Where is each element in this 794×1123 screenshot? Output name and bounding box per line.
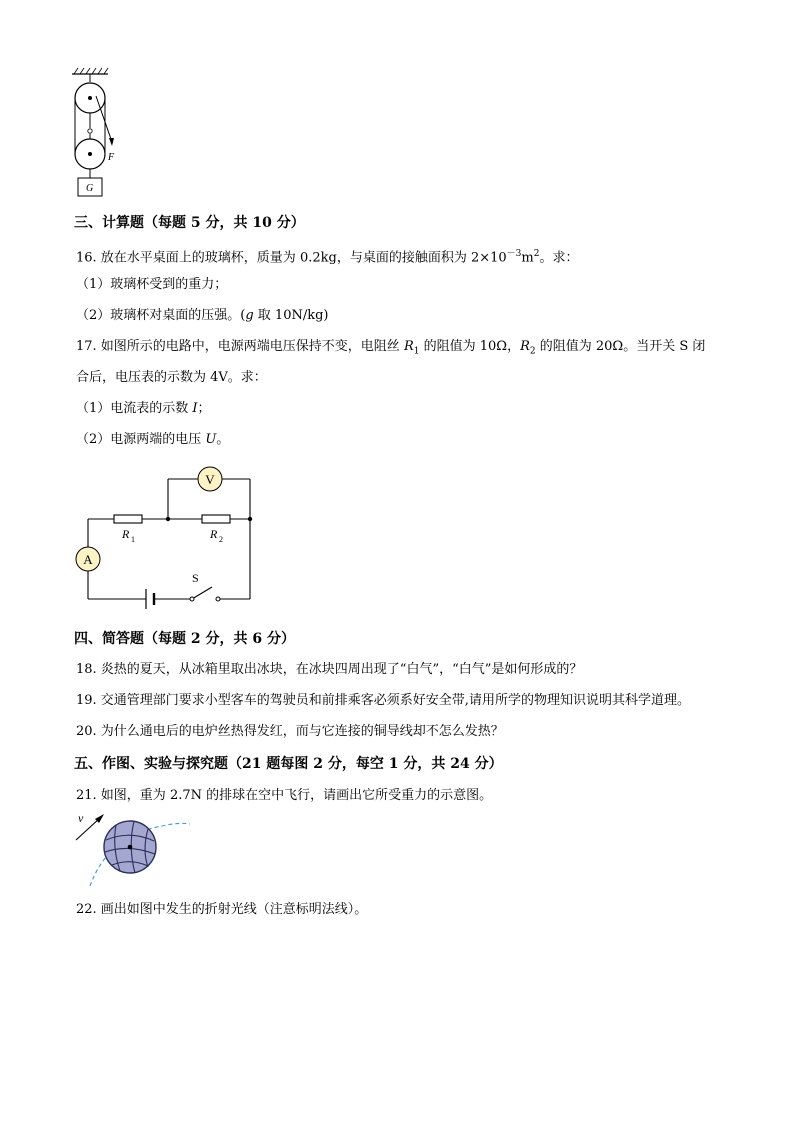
velocity-label: v xyxy=(78,811,84,825)
r2-sub: 2 xyxy=(219,535,223,544)
volleyball-figure xyxy=(72,810,202,892)
circuit-figure xyxy=(72,462,262,614)
q17-part2: （2）电源两端的电压 U。 xyxy=(76,432,230,447)
section3-title: 三、计算题（每题 5 分，共 10 分） xyxy=(74,215,305,231)
q22-text: 22. 画出如图中发生的折射光线（注意标明法线）。 xyxy=(76,902,368,917)
pulley-figure xyxy=(66,66,136,202)
r1-label: R xyxy=(122,527,130,541)
q19-text: 19. 交通管理部门要求小型客车的驾驶员和前排乘客必须系好安全带,请用所学的物理知识说明其科学道理。 xyxy=(76,693,690,708)
weight-label: G xyxy=(86,183,94,194)
voltmeter-label: V xyxy=(205,472,215,487)
q17-stem-line1: 17. 如图所示的电路中，电源两端电压保持不变，电阻丝 $R_1$ 的阻值为 10Ω，$R_2$ 的阻值为 20Ω。当开关 S 闭 xyxy=(76,339,706,357)
force-label: F xyxy=(108,152,115,163)
ammeter-label: A xyxy=(83,552,93,567)
q18-text: 18. 炎热的夏天，从冰箱里取出冰块，在冰块四周出现了“白气”，“白气”是如何形成的？ xyxy=(76,662,583,677)
q16-part1: （1）玻璃杯受到的重力； xyxy=(76,277,228,292)
section5-title: 五、作图、实验与探究题（21 题每图 2 分，每空 1 分，共 24 分） xyxy=(74,756,503,772)
r1-sub: 1 xyxy=(131,535,135,544)
q17-stem-line2: 合后，电压表的示数为 4V。求： xyxy=(76,370,267,385)
section4-title: 四、简答题（每题 2 分，共 6 分） xyxy=(74,631,295,647)
q16-stem: 16. 放在水平桌面上的玻璃杯，质量为 0.2kg，与桌面的接触面积为 $2\times 10^{-3}m^2$。求： xyxy=(76,249,579,266)
q17-part1: （1）电流表的示数 I； xyxy=(76,401,211,416)
q20-text: 20. 为什么通电后的电炉丝热得发红，而与它连接的铜导线却不怎么发热？ xyxy=(76,724,504,739)
r2-label: R xyxy=(210,527,218,541)
switch-label: S xyxy=(192,571,199,585)
q16-part2: （2）玻璃杯对桌面的压强。(g 取 10N/kg) xyxy=(76,308,329,323)
q21-text: 21. 如图，重为 2.7N 的排球在空中飞行，请画出它所受重力的示意图。 xyxy=(76,788,493,803)
